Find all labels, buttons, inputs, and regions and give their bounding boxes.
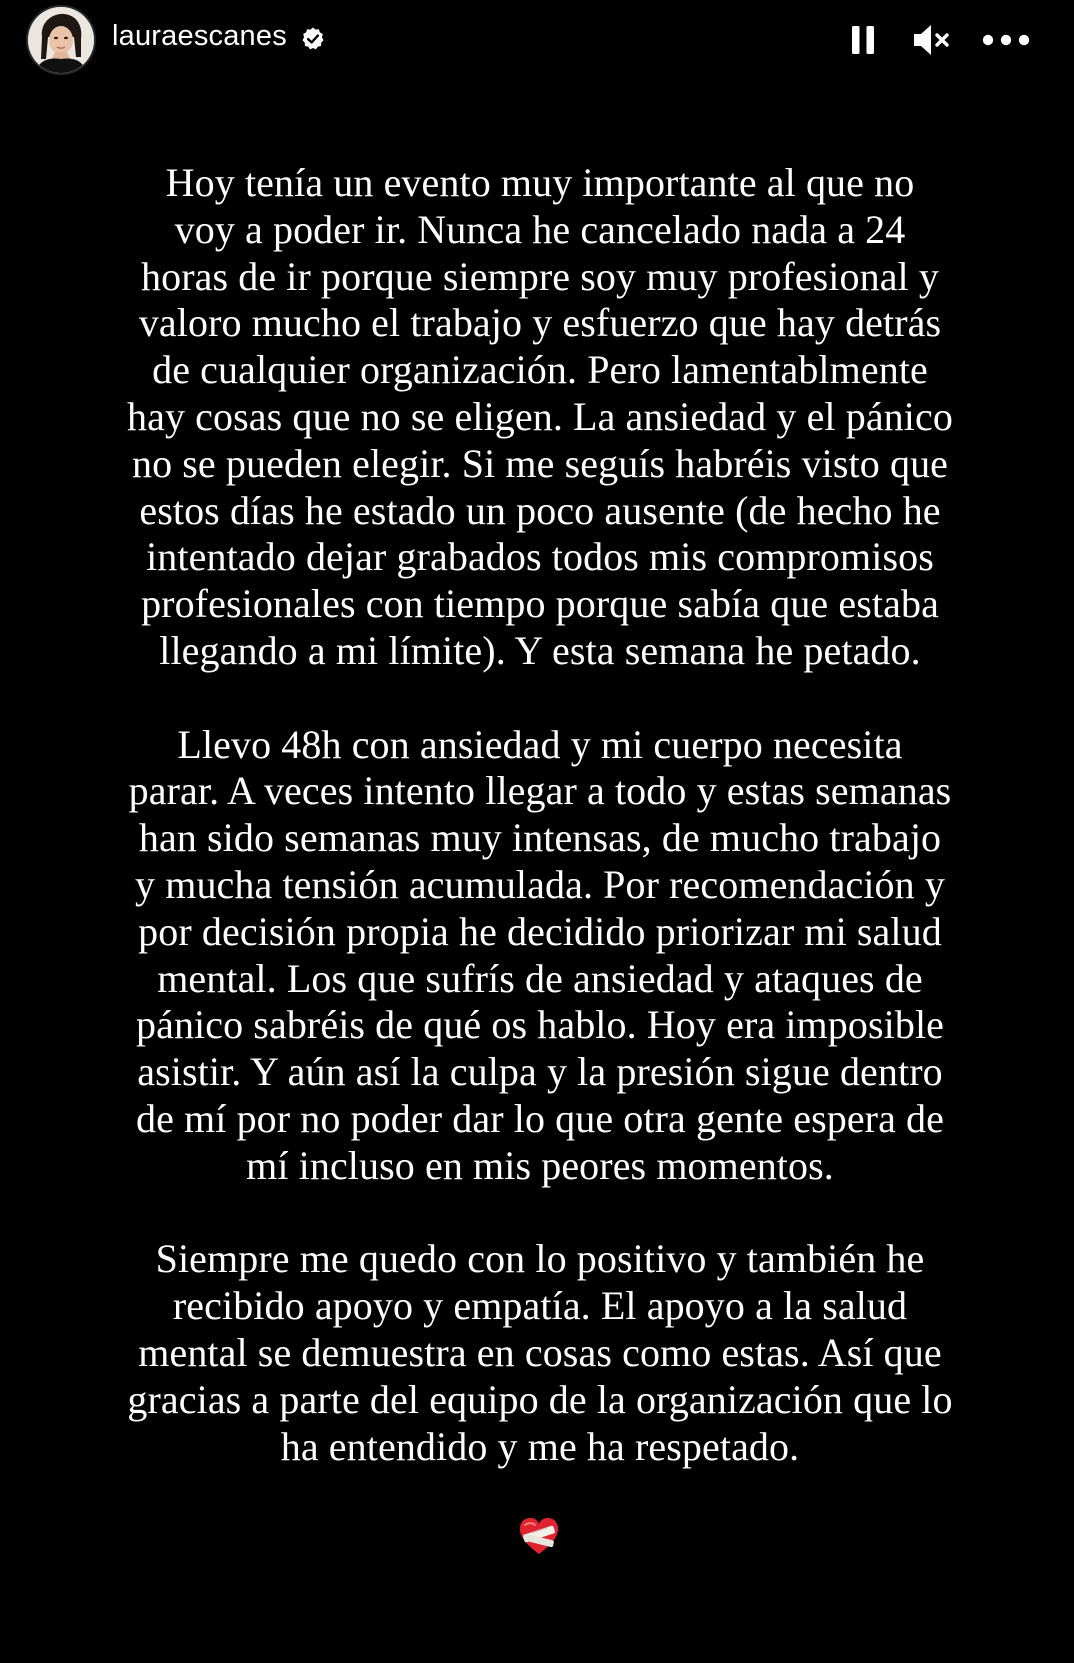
profile-photo: [28, 7, 94, 73]
pause-icon[interactable]: [846, 20, 880, 60]
paragraph-gap: [90, 1190, 990, 1237]
text-line: Siempre me quedo con lo positivo y también he: [155, 1236, 925, 1282]
paragraph-1: [90, 160, 990, 675]
text-line: Hoy tenía un evento muy importante al que no: [165, 160, 915, 205]
text-line: por decisión propia he decidido priorizar mi salud: [138, 908, 942, 954]
mending-heart-icon: [516, 1513, 562, 1559]
text-line: Llevo 48h con ansiedad y mi cuerpo necesita: [177, 721, 903, 767]
text-line: de cualquier organización. Pero lamentablmente: [152, 347, 928, 393]
story-text: [90, 160, 990, 1470]
text-line: estos días he estado un poco ausente (de hecho he: [139, 487, 941, 533]
verified-badge-icon: [300, 26, 326, 52]
more-horizontal-icon[interactable]: [980, 26, 1032, 54]
text-line: mí incluso en mis peores momentos.: [246, 1142, 834, 1188]
text-line: hay cosas que no se eligen. La ansiedad y el pánico: [127, 393, 953, 439]
avatar[interactable]: [28, 7, 94, 73]
text-line: intentado dejar grabados todos mis compromisos: [146, 534, 934, 580]
text-line: voy a poder ir. Nunca he cancelado nada a 24: [174, 206, 906, 252]
text-line: y mucha tensión acumulada. Por recomendación y: [135, 861, 945, 907]
paragraph-3: [90, 1236, 990, 1470]
text-line: pánico sabréis de qué os hablo. Hoy era imposible: [135, 1002, 945, 1048]
text-line: mental. Los que sufrís de ansiedad y ataques de: [157, 955, 923, 1001]
username[interactable]: lauraescanes: [112, 20, 287, 52]
text-line: mental se demuestra en cosas como estas. Así que: [138, 1329, 942, 1375]
text-line: parar. A veces intento llegar a todo y estas semanas: [128, 768, 952, 814]
text-line: recibido apoyo y empatía. El apoyo a la salud: [172, 1283, 908, 1329]
text-line: han sido semanas muy intensas, de mucho trabajo: [138, 815, 942, 861]
text-line: asistir. Y aún así la culpa y la presión sigue dentro: [137, 1049, 943, 1095]
text-line: horas de ir porque siempre soy muy profesional y: [141, 253, 939, 299]
text-line: no se pueden elegir. Si me seguís habréis visto que: [131, 440, 949, 486]
text-line: gracias a parte del equipo de la organización que lo: [127, 1376, 953, 1422]
paragraph-2: [90, 722, 990, 1190]
text-line: profesionales con tiempo porque sabía que estaba: [141, 581, 939, 627]
text-line: ha entendido y me ha respetado.: [280, 1423, 800, 1469]
text-line: de mí por no poder dar lo que otra gente espera de: [135, 1095, 945, 1141]
speaker-muted-icon[interactable]: [910, 20, 954, 60]
text-line: llegando a mi límite). Y esta semana he petado.: [159, 627, 921, 673]
text-line: valoro mucho el trabajo y esfuerzo que hay detrás: [138, 300, 942, 346]
paragraph-gap: [90, 675, 990, 722]
story-header: [0, 0, 1074, 80]
